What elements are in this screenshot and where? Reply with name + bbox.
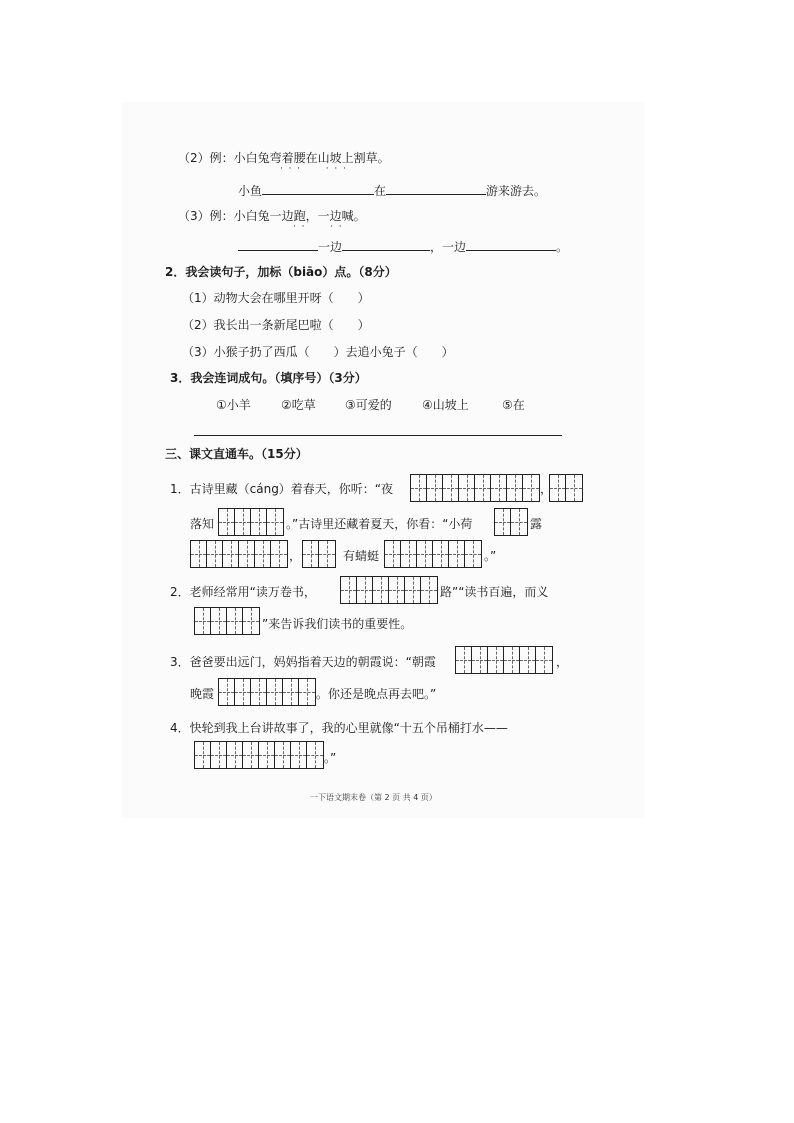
writing-grid[interactable] xyxy=(455,646,553,674)
punctuation: 。” xyxy=(484,549,497,563)
q2-text-b: 在 xyxy=(374,184,387,198)
word-option: ⑤在 xyxy=(502,398,525,412)
q4-text: 4．快轮到我上台讲故事了，我的心里就像“十五个吊桶打水—— xyxy=(170,721,508,735)
q1-text: 有蜻蜓 xyxy=(343,549,380,563)
q1-text: 落知 xyxy=(190,517,215,531)
writing-grid[interactable] xyxy=(302,540,336,568)
q2-text: 路”“读书百遍，而义 xyxy=(440,585,549,599)
punctuation: 。” xyxy=(324,751,337,765)
q1-text: 。”古诗里还藏着夏天，你看：“小荷 xyxy=(286,517,473,531)
punctuation: ， xyxy=(556,655,569,669)
emphasis-dots: · · · · xyxy=(293,222,342,232)
answer-line[interactable] xyxy=(194,435,562,436)
q3-text-c: 。 xyxy=(556,240,569,254)
writing-grid[interactable] xyxy=(340,576,438,604)
writing-grid[interactable] xyxy=(384,540,482,568)
q3-example: （3）例：小白兔一边跑，一边喊。 xyxy=(178,209,366,223)
question-title: 2．我会读句子，加标（biāo）点。（8分） xyxy=(165,265,397,279)
question-title: 3．我会连词成句。（填序号）（3分） xyxy=(170,371,367,385)
writing-grid[interactable] xyxy=(190,540,288,568)
answer-blank[interactable] xyxy=(262,181,374,195)
writing-grid[interactable] xyxy=(194,607,260,635)
question-item[interactable]: （3）小猴子扔了西瓜（ ）去追小兔子（ ） xyxy=(182,345,454,359)
question-item[interactable]: （1）动物大会在哪里开呀（ ） xyxy=(182,291,370,305)
word-option: ①小羊 xyxy=(216,398,251,412)
q2-text: 2．老师经常用“读万卷书， xyxy=(170,585,316,599)
word-option: ③可爱的 xyxy=(345,398,392,412)
writing-grid[interactable] xyxy=(549,474,583,502)
q2-example: （2）例：小白兔弯着腰在山坡上割草。 xyxy=(178,151,390,165)
answer-blank[interactable] xyxy=(238,237,318,251)
q3-fill-line xyxy=(238,237,568,255)
punctuation: ， xyxy=(289,549,302,563)
writing-grid[interactable] xyxy=(194,741,324,769)
answer-blank[interactable] xyxy=(466,237,556,251)
word-option: ②吃草 xyxy=(281,398,316,412)
q3-text: 晚霞 xyxy=(190,687,215,701)
question-item[interactable]: （2）我长出一条新尾巴啦（ ） xyxy=(182,318,370,332)
q3-text-a: 一边 xyxy=(318,240,343,254)
q3-text: 3．爸爸要出远门，妈妈指着天边的朝霞说：“朝霞 xyxy=(170,655,436,669)
writing-grid[interactable] xyxy=(218,508,284,536)
q3-text-b: ，一边 xyxy=(430,240,467,254)
q3-text: 。你还是晚点再去吧。” xyxy=(316,687,437,701)
q2-text-c: 游来游去。 xyxy=(486,184,547,198)
emphasis-dots: · · · · · · xyxy=(280,164,346,174)
q2-text-a: 小鱼 xyxy=(238,184,263,198)
answer-blank[interactable] xyxy=(386,181,486,195)
punctuation: ， xyxy=(540,482,553,496)
q1-text: 露 xyxy=(530,517,543,531)
writing-grid[interactable] xyxy=(218,678,316,706)
q1-text: 1．古诗里藏（cáng）着春天，你听：“夜 xyxy=(170,482,394,496)
q2-fill-line xyxy=(238,181,546,199)
q2-text: ”来告诉我们读书的重要性。 xyxy=(262,617,413,631)
word-option: ④山坡上 xyxy=(422,398,469,412)
writing-grid[interactable] xyxy=(410,474,540,502)
writing-grid[interactable] xyxy=(494,508,528,536)
answer-blank[interactable] xyxy=(342,237,430,251)
section-title: 三、课文直通车。（15分） xyxy=(165,447,308,461)
page-footer: 一下语文期末卷（第 2 页 共 4 页） xyxy=(310,793,437,802)
